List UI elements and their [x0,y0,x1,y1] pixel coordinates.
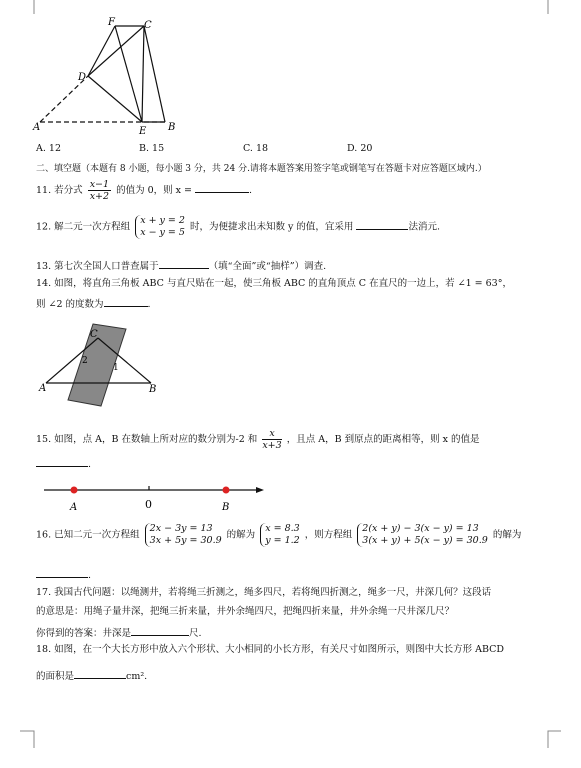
q12-end: 法消元. [408,221,440,233]
q16-system-1 [145,523,222,547]
question-14-line1: 14. 如图，将直角三角板 ABC 与直尺贴在一起，使三角板 ABC 的直角顶点 C 在直尺的一边上，若 ∠1 = 63°， [36,278,512,289]
q18-end: cm². [126,671,148,682]
q11-end: . [249,185,253,196]
q11-frac-num: x−1 [89,179,110,190]
point-label-d: D [78,72,87,83]
q14-answer-blank[interactable] [104,296,148,307]
question-11 [36,179,252,202]
q12-system [135,215,185,239]
q16-solution [260,523,299,547]
q14-text: 则 ∠2 的度数为 [36,299,104,310]
q15-frac-den: x+3 [262,440,282,451]
point-label-a: A [33,122,41,133]
q15-answer-blank[interactable] [36,456,88,467]
angle-label-2: 2 [82,356,88,366]
q18-answer-blank[interactable] [74,668,126,679]
q13-text: 第七次全国人口普查属于 [54,261,159,272]
q17-end: 尺. [189,628,202,639]
question-17-line1: 17. 我国古代问题：以绳测井，若将绳三折测之，绳多四尺，若将绳四折测之，绳多一尺，井深几何？这段话 [36,587,492,598]
q12-text-mid: 时，为便捷求出未知数 y 的值，宜采用 [190,221,354,233]
point-label-c-14: C [90,329,98,340]
point-a-dot [71,487,78,494]
q12-eq2: x − y = 5 [140,227,185,238]
q15-frac-num: x [262,428,281,440]
q16-sol-text: 的解为 [226,529,256,541]
q11-frac-den: x+2 [89,191,110,202]
q16-answer-blank[interactable] [36,567,88,578]
section-heading: 二、填空题（本题有 8 小题，每小题 3 分，共 24 分.请将本题答案用签字笔或钢笔写在答题卡对应答题区域内.） [36,164,487,174]
number-line-label-b: B [222,502,230,513]
figure-triangle-ruler [36,314,166,409]
q12-answer-blank[interactable] [356,219,408,230]
q11-text: 若分式 [54,185,83,196]
q16-text: 16. 已知二元一次方程组 [36,529,140,541]
question-18-line1: 18. 如图，在一个大长方形中放入六个形状、大小相同的小长方形，有关尺寸如图所示，则图中大长方形 ABCD [36,644,505,655]
q15-text: 15. 如图，点 A，B 在数轴上所对应的数分别为-2 和 [36,434,258,445]
angle-label-1: 1 [113,363,119,373]
q15-text-post: ，且点 A，B 到原点的距离相等，则 x 的值是 [286,434,480,445]
point-label-c: C [144,20,152,31]
point-label-b-14: B [149,384,157,395]
question-14-line2 [36,296,151,311]
question-16 [36,523,521,547]
q12-number: 12. [36,221,52,233]
number-line-label-a: A [70,502,78,513]
q11-number: 11. [36,185,52,196]
q16-eq4: 3(x + y) + 5(x − y) = 30.9 [362,535,488,546]
q16-text-post: 的解为 [492,529,522,541]
q16-eq3: 2(x + y) − 3(x − y) = 13 [362,523,479,534]
point-b-dot [223,487,230,494]
q15-fraction [262,428,281,451]
q15-end: . [88,459,92,470]
question-12 [36,215,440,239]
choice-a: A. 12 [36,143,61,154]
q16-text-mid: ，则方程组 [304,529,353,541]
q13-answer-blank[interactable] [159,258,209,269]
q17-text: 你得到的答案：井深是 [36,628,132,639]
choice-c: C. 18 [243,143,269,154]
q18-text: 的面积是 [36,671,75,682]
q12-eq1: x + y = 2 [140,215,185,226]
question-18-line2 [36,668,147,683]
q16-sol2: y = 1.2 [265,535,300,546]
q11-answer-blank[interactable] [195,182,249,193]
point-label-a-14: A [39,383,47,394]
q12-text: 解二元一次方程组 [54,221,131,233]
q17-answer-blank[interactable] [131,625,189,636]
q13-number: 13. [36,261,52,272]
q11-fraction [88,179,111,202]
q16-sol1: x = 8.3 [265,523,300,534]
question-17-line2: 的意思是：用绳子量井深，把绳三折来量，井外余绳四尺，把绳四折来量，井外余绳一尺井深几尺？ [36,606,455,617]
figure-number-line [40,478,270,514]
question-16-answer [36,567,91,582]
figure-folded-triangle [30,14,190,140]
number-line-label-zero: 0 [145,498,152,511]
question-15-answer [36,456,91,471]
q16-eq2: 3x + 5y = 30.9 [149,535,222,546]
question-13 [36,258,326,273]
point-label-e: E [139,126,147,137]
q14-end: . [147,299,151,310]
choice-b: B. 15 [139,143,165,154]
point-label-b: B [168,122,176,133]
question-17-line3 [36,625,202,640]
q16-end: . [88,570,92,581]
q16-system-2 [357,523,488,547]
q13-end: （填“全面”或“抽样”）调查. [208,261,327,272]
point-label-f: F [108,17,115,28]
choice-d: D. 20 [347,143,373,154]
question-15 [36,428,480,451]
q16-eq1: 2x − 3y = 13 [149,523,213,534]
q11-text-mid: 的值为 0，则 x = [116,185,193,196]
